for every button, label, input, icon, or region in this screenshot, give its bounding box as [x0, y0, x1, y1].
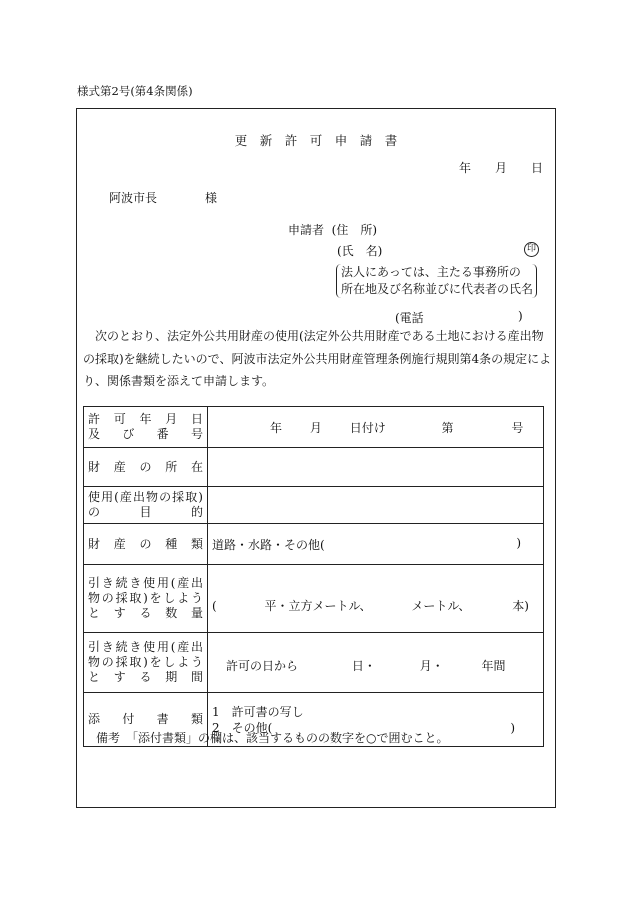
permit-date-number-field[interactable]: [208, 407, 544, 448]
table-row: [84, 565, 544, 633]
label-line: とする数量: [88, 606, 203, 620]
label-line: 物の採取)をしよう: [88, 591, 203, 605]
form-title: 更 新 許 可 申 請 書: [234, 133, 398, 148]
close-paren: ): [516, 535, 521, 550]
label-line: 及び番号: [88, 427, 203, 441]
attachment-item-1[interactable]: 1 許可書の写し: [212, 704, 304, 719]
phone-label[interactable]: (電話: [395, 311, 424, 325]
quantity-unit-area: 平・立方メートル、: [264, 599, 372, 613]
open-paren: (: [212, 599, 217, 613]
attachment-item-2[interactable]: 2 その他(: [212, 720, 273, 735]
row-label: [84, 565, 208, 633]
corporation-note-line-2: 所在地及び名称並びに代表者の氏名: [341, 282, 534, 296]
row-label: 財産の種類: [84, 524, 208, 565]
address-label: (住 所): [331, 223, 378, 237]
table-row: [84, 633, 544, 693]
corporation-note: [336, 264, 537, 298]
row-label: [84, 407, 208, 448]
quantity-field[interactable]: [208, 565, 544, 633]
applicant-name-label[interactable]: (氏 名): [337, 244, 383, 258]
period-days: 日・: [351, 659, 376, 673]
close-paren: ): [510, 720, 515, 735]
property-type-field[interactable]: [208, 524, 544, 565]
label-line: の目的: [88, 505, 203, 519]
period-start: 許可の日から: [226, 659, 299, 673]
table-row: [84, 524, 544, 565]
label-line: 使用(産出物の採取): [88, 490, 203, 504]
period-months: 月・: [419, 659, 444, 673]
phone-close: ): [518, 309, 523, 323]
row-label: 財産の所在: [84, 448, 208, 487]
quantity-unit-count: 本): [512, 599, 529, 613]
application-table: [83, 406, 544, 747]
quantity-unit-length: メートル、: [411, 599, 471, 613]
remark: 備考 「添付書類」の欄は、該当するものの数字を○で囲むこと。: [96, 731, 449, 745]
property-type-options: 道路・水路・その他(: [212, 537, 325, 552]
applicant-label: 申請者: [288, 223, 325, 237]
addressee: 阿波市長 様: [109, 191, 218, 205]
number-suffix: 号: [511, 420, 524, 435]
purpose-field[interactable]: [208, 487, 544, 524]
row-label: [84, 487, 208, 524]
table-row: [84, 487, 544, 524]
corporation-note-line-1: 法人にあっては、主たる事務所の: [341, 265, 521, 279]
label-line: とする期間: [88, 670, 203, 684]
seal-icon: 印: [524, 242, 539, 257]
form-frame: [76, 108, 556, 808]
number-prefix: 第: [441, 420, 454, 435]
period-years: 年間: [481, 659, 506, 673]
month-label: 月: [309, 420, 322, 435]
table-row: [84, 407, 544, 448]
row-label: 添付書類: [84, 693, 208, 747]
property-location-field[interactable]: [208, 448, 544, 487]
label-line: 引き続き使用(産出: [88, 576, 203, 590]
label-line: 引き続き使用(産出: [88, 640, 203, 654]
body-text: 次のとおり、法定外公共用財産の使用(法定外公共用財産である土地における産出物の採取)を継続したいので、阿波市法定外公共用財産管理条例施行規則第4条の規定により、関係書類を添えて申請します。: [83, 329, 552, 388]
label-line: 許可年月日: [88, 412, 203, 426]
row-label: [84, 633, 208, 693]
label-line: 物の採取)をしよう: [88, 655, 203, 669]
date-line[interactable]: 年 月 日: [458, 161, 543, 175]
period-field[interactable]: [208, 633, 544, 693]
table-row: [84, 448, 544, 487]
applicant-address[interactable]: [288, 221, 377, 238]
year-label: 年: [270, 420, 283, 435]
form-reference: 様式第2号(第4条関係): [77, 84, 193, 98]
day-label: 日付け: [349, 420, 386, 435]
